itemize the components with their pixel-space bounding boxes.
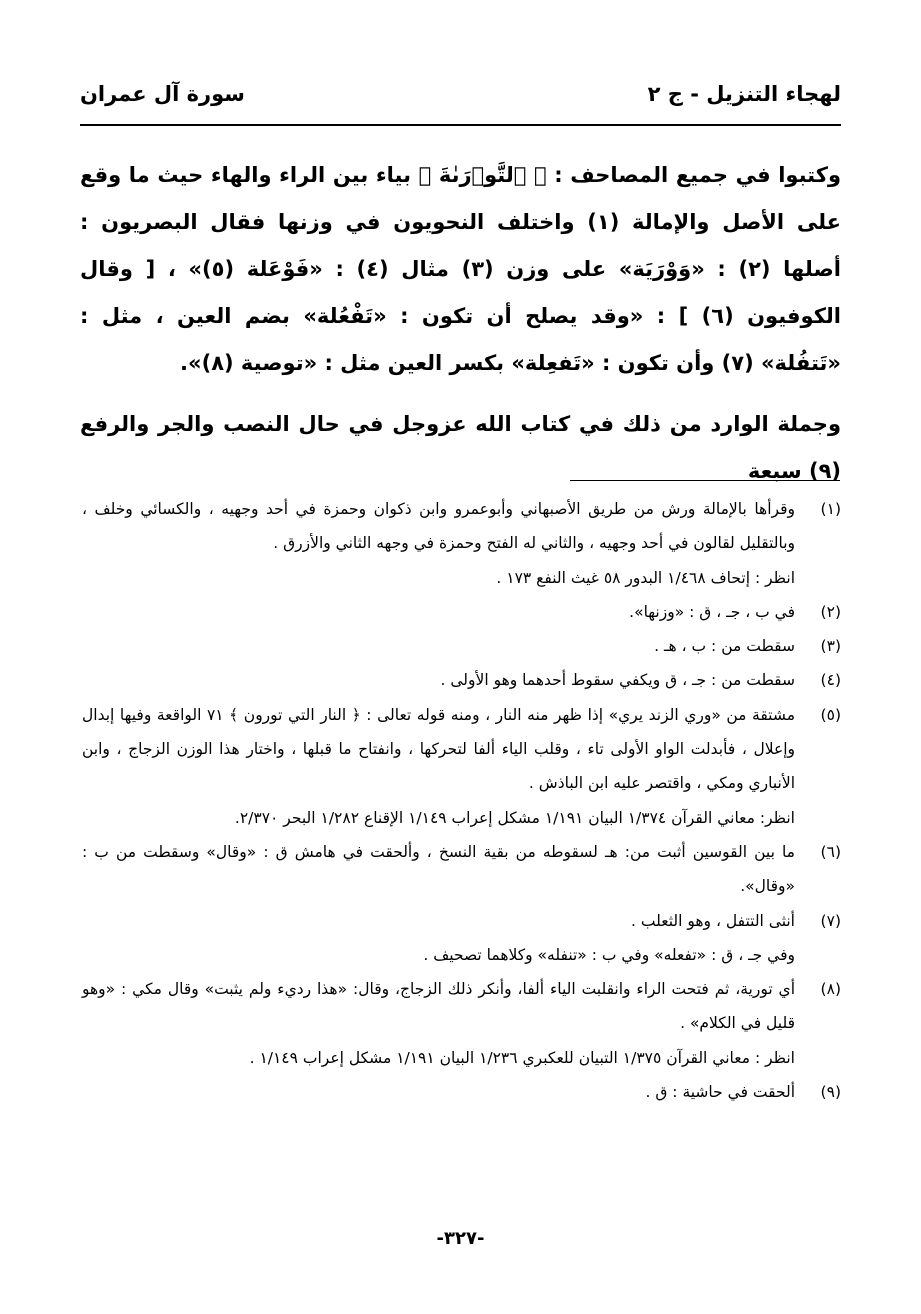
- footnote-number: (٧): [820, 911, 841, 930]
- footnote-3: [82, 629, 841, 663]
- footnote-text: أي تورية، ثم فتحت الراء وانقلبت الياء ألفا، وأنكر ذلك الزجاج، وقال: «هذا رديء ولم يثبت» وقال مكي : «وهو قليل في الكلام» .: [82, 980, 795, 1033]
- page-number: -٣٢٧-: [436, 1228, 485, 1249]
- footnote-reference: انظر : إتحاف ١/٤٦٨ البدور ٥٨ غيث النفع ١٧٣ .: [496, 568, 795, 587]
- footnote-text: ما بين القوسين أثبت من: هـ لسقوطه من بقية النسخ ، وألحقت في هامش ق : «وقال» وسقطت من ب : «وقال».: [82, 842, 795, 896]
- footnote-number: (١): [820, 500, 841, 518]
- main-paragraph-1: وكتبوا في جميع المصاحف : ﴿ ٱلتَّوۡرَىٰةَ ﴾ بياء بين الراء والهاء حيث ما وقع على الأصل والإمالة (١) واختلف النحويون في وزنها فقال البصريون : أصلها (٢) : «وَوْرَيَة» على وزن (٣) مثال (٤) : «فَوْعَلة (٥)» ، [ وقال الكوفيون (٦) ] : «وقد يصلح أن تكون : «تَفْعُلة» بضم العين ، مثل : «تَتفُلة» (٧) وأن تكون : «تَفعِلة» بكسر العين مثل : «توصية (٨)».: [80, 163, 841, 375]
- footnote-text: سقطت من : ب ، هـ .: [654, 637, 795, 656]
- footnote-number: (٢): [820, 602, 841, 621]
- footnote-number: (٦): [820, 842, 841, 861]
- footnote-text: مشتقة من «وري الزند يري» إذا ظهر منه النار ، ومنه قوله تعالى : ﴿ النار التي تورون ﴾ ٧١ الواقعة وفيها إبدال وإعلال ، فأبدلت الواو الأولى تاء ، وقلب الياء ألفا لتحركها ، وانفتاح ما قبلها ، واختار هذا الوزن الزجاج ، وابن الأنباري ومكي ، واقتصر عليه ابن الباذش .: [82, 705, 795, 793]
- footnote-text: في ب ، جـ ، ق : «وزنها».: [629, 602, 795, 621]
- main-paragraph-2: وجملة الوارد من ذلك في كتاب الله عزوجل في حال النصب والجر والرفع (٩) سبعة: [80, 412, 841, 483]
- footnote-reference: انظر: معاني القرآن ١/٣٧٤ البيان ١/١٩١ مشكل إعراب ١/١٤٩ الإقناع ١/٢٨٢ البحر ٢/٣٧٠.: [234, 808, 795, 827]
- footnote-text: ألحقت في حاشية : ق .: [645, 1083, 795, 1102]
- footnote-number: (٥): [820, 705, 841, 724]
- footnotes: [82, 492, 841, 1109]
- main-text: [80, 152, 841, 495]
- footnote-2: [82, 595, 841, 629]
- footnote-9: [82, 1075, 841, 1109]
- running-header: [80, 82, 841, 116]
- footnote-reference: وفي جـ ، ق : «تفعله» وفي ب : «تنفله» وكلاهما تصحيف .: [423, 945, 795, 964]
- book-title: لهجاء التنزيل - ج ٢: [647, 82, 841, 106]
- footnote-text: سقطت من : جـ ، ق ويكفي سقوط أحدهما وهو الأولى .: [440, 671, 795, 690]
- footnote-text: أنثى التتفل ، وهو الثعلب .: [631, 911, 795, 930]
- footnote-8: [82, 972, 841, 1075]
- footnote-6: [82, 835, 841, 904]
- footnote-7: [82, 904, 841, 973]
- footnote-separator: [570, 480, 840, 481]
- footnote-4: [82, 663, 841, 697]
- surah-title: سورة آل عمران: [80, 82, 245, 106]
- footnote-5: [82, 698, 841, 835]
- header-divider: [80, 124, 841, 126]
- footnote-text: وقرأها بالإمالة ورش من طريق الأصبهاني وأبوعمرو وابن ذكوان وحمزة في أحد وجهيه ، والكسائي وخلف ، وبالتقليل لقالون في أحد وجهيه ، والثاني له الفتح وحمزة في وجهه الثاني والأزرق .: [82, 500, 795, 553]
- footnote-1: [82, 492, 841, 595]
- footnote-number: (٩): [820, 1083, 841, 1102]
- footnote-number: (٤): [820, 671, 841, 690]
- footnote-number: (٣): [820, 637, 841, 656]
- footnote-number: (٨): [820, 980, 841, 999]
- footnote-reference: انظر : معاني القرآن ١/٣٧٥ التبيان للعكبري ١/٢٣٦ البيان ١/١٩١ مشكل إعراب ١/١٤٩ .: [249, 1048, 795, 1067]
